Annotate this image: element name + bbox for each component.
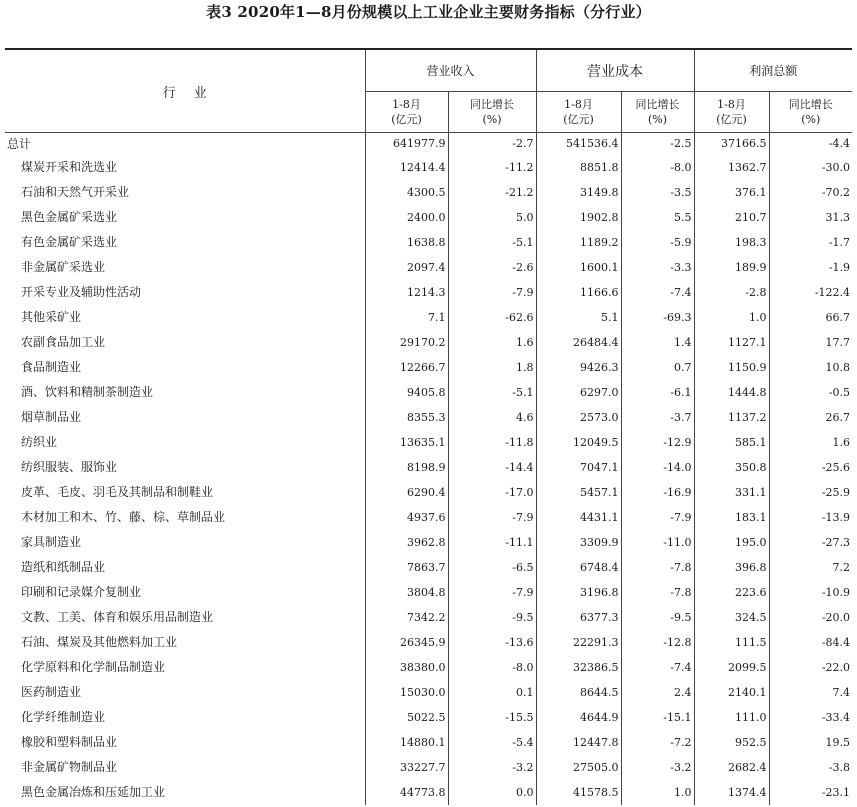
revenue-growth-cell: 5.0 (448, 205, 536, 230)
cost-amount-cell: 5457.1 (536, 480, 621, 505)
cost-growth-cell: -6.1 (621, 380, 694, 405)
cost-amount-cell: 22291.3 (536, 630, 621, 655)
revenue-amount-cell: 12414.4 (365, 155, 448, 180)
table-row (5, 405, 852, 430)
cost-growth-cell: -8.0 (621, 155, 694, 180)
revenue-amount-cell: 7342.2 (365, 605, 448, 630)
profit-amount-cell: 195.0 (694, 530, 769, 555)
profit-amount-cell: 1.0 (694, 305, 769, 330)
industry-name-cell: 家具制造业 (21, 535, 82, 549)
table-row (5, 630, 852, 655)
profit-amount-cell: 376.1 (694, 180, 769, 205)
revenue-growth-cell: -14.4 (448, 455, 536, 480)
revenue-growth-cell: -13.6 (448, 630, 536, 655)
revenue-amount-header: 1-8月 (亿元) (365, 92, 448, 133)
profit-growth-cell: 1.6 (769, 430, 852, 455)
table-row (5, 430, 852, 455)
table-row (5, 530, 852, 555)
profit-growth-cell: -20.0 (769, 605, 852, 630)
revenue-amount-cell: 15030.0 (365, 680, 448, 705)
cost-amount-cell: 8644.5 (536, 680, 621, 705)
profit-growth-cell: -4.4 (769, 133, 852, 156)
revenue-amount-cell: 38380.0 (365, 655, 448, 680)
industry-name-cell: 有色金属矿采选业 (21, 235, 118, 249)
revenue-growth-cell: 0.0 (448, 780, 536, 805)
cost-amount-cell: 3149.8 (536, 180, 621, 205)
industry-name-cell: 食品制造业 (21, 360, 82, 374)
profit-growth-cell: 10.8 (769, 355, 852, 380)
industry-name-cell: 医药制造业 (21, 685, 82, 699)
table-row (5, 480, 852, 505)
revenue-amount-cell: 12266.7 (365, 355, 448, 380)
profit-growth-cell: -70.2 (769, 180, 852, 205)
cost-growth-cell: 1.0 (621, 780, 694, 805)
profit-amount-cell: 210.7 (694, 205, 769, 230)
industry-name-cell: 印刷和记录媒介复制业 (21, 585, 142, 599)
industry-name-cell: 文教、工美、体育和娱乐用品制造业 (21, 610, 214, 624)
revenue-amount-cell: 3962.8 (365, 530, 448, 555)
cost-growth-cell: -9.5 (621, 605, 694, 630)
cost-growth-cell: -5.9 (621, 230, 694, 255)
cost-growth-cell: 0.7 (621, 355, 694, 380)
cost-growth-cell: -14.0 (621, 455, 694, 480)
cost-amount-cell: 7047.1 (536, 455, 621, 480)
cost-amount-cell: 9426.3 (536, 355, 621, 380)
cost-amount-cell: 1902.8 (536, 205, 621, 230)
industry-name-cell: 造纸和纸制品业 (21, 560, 106, 574)
industry-name-cell: 其他采矿业 (21, 310, 82, 324)
table-row (5, 605, 852, 630)
profit-growth-cell: -1.9 (769, 255, 852, 280)
table-row (5, 780, 852, 805)
profit-amount-cell: 223.6 (694, 580, 769, 605)
profit-growth-cell: -3.8 (769, 755, 852, 780)
revenue-amount-cell: 33227.7 (365, 755, 448, 780)
table-row (5, 380, 852, 405)
cost-amount-header: 1-8月 (亿元) (536, 92, 621, 133)
industry-name-cell: 橡胶和塑料制品业 (21, 735, 118, 749)
cost-amount-cell: 12447.8 (536, 730, 621, 755)
revenue-growth-cell: 0.1 (448, 680, 536, 705)
profit-amount-cell: 189.9 (694, 255, 769, 280)
revenue-amount-cell: 4937.6 (365, 505, 448, 530)
table-row (5, 555, 852, 580)
cost-growth-cell: -15.1 (621, 705, 694, 730)
profit-amount-cell: 1374.4 (694, 780, 769, 805)
profit-amount-cell: 1127.1 (694, 330, 769, 355)
cost-amount-cell: 4644.9 (536, 705, 621, 730)
profit-growth-cell: -27.3 (769, 530, 852, 555)
profit-amount-cell: 2682.4 (694, 755, 769, 780)
revenue-amount-cell: 9405.8 (365, 380, 448, 405)
revenue-growth-cell: -11.8 (448, 430, 536, 455)
revenue-growth-cell: -5.1 (448, 380, 536, 405)
profit-growth-cell: -10.9 (769, 580, 852, 605)
cost-growth-cell: -7.4 (621, 280, 694, 305)
cost-group-header: 营业成本 (536, 49, 694, 92)
revenue-growth-cell: 1.8 (448, 355, 536, 380)
cost-amount-cell: 6297.0 (536, 380, 621, 405)
table-row (5, 155, 852, 180)
profit-growth-cell: -30.0 (769, 155, 852, 180)
table-row (5, 655, 852, 680)
table-row (5, 730, 852, 755)
revenue-growth-cell: -7.9 (448, 505, 536, 530)
profit-amount-cell: 37166.5 (694, 133, 769, 156)
cost-growth-cell: 1.4 (621, 330, 694, 355)
revenue-growth-header: 同比增长 (%) (448, 92, 536, 133)
profit-growth-cell: -13.9 (769, 505, 852, 530)
revenue-amount-cell: 14880.1 (365, 730, 448, 755)
revenue-amount-cell: 641977.9 (365, 133, 448, 156)
profit-amount-cell: 324.5 (694, 605, 769, 630)
cost-amount-cell: 4431.1 (536, 505, 621, 530)
cost-amount-cell: 26484.4 (536, 330, 621, 355)
profit-growth-cell: -22.0 (769, 655, 852, 680)
profit-growth-cell: -33.4 (769, 705, 852, 730)
industry-name-cell: 非金属矿采选业 (21, 260, 106, 274)
profit-amount-cell: 1137.2 (694, 405, 769, 430)
revenue-amount-cell: 6290.4 (365, 480, 448, 505)
revenue-growth-cell: -62.6 (448, 305, 536, 330)
profit-growth-header: 同比增长 (%) (769, 92, 852, 133)
industry-name-cell: 木材加工和木、竹、藤、棕、草制品业 (21, 510, 226, 524)
page-title: 表3 2020年1—8月份规模以上工业企业主要财务指标（分行业） (206, 3, 651, 21)
profit-growth-cell: -23.1 (769, 780, 852, 805)
industry-column-header: 行业 (5, 49, 365, 133)
revenue-growth-cell: -7.9 (448, 280, 536, 305)
revenue-growth-cell: -5.1 (448, 230, 536, 255)
revenue-growth-cell: 4.6 (448, 405, 536, 430)
revenue-amount-cell: 2400.0 (365, 205, 448, 230)
industry-name-cell: 化学原料和化学制品制造业 (21, 660, 166, 674)
table-row (5, 280, 852, 305)
table-row (5, 505, 852, 530)
table-body (5, 133, 852, 806)
cost-amount-cell: 8851.8 (536, 155, 621, 180)
revenue-growth-cell: -15.5 (448, 705, 536, 730)
table-row (5, 205, 852, 230)
industry-name-cell: 农副食品加工业 (21, 335, 106, 349)
industry-name-cell: 非金属矿物制品业 (21, 760, 118, 774)
industry-name-cell: 石油和天然气开采业 (21, 185, 130, 199)
cost-amount-cell: 6748.4 (536, 555, 621, 580)
revenue-growth-cell: -6.5 (448, 555, 536, 580)
profit-amount-cell: 1150.9 (694, 355, 769, 380)
table-row (5, 755, 852, 780)
profit-amount-cell: 331.1 (694, 480, 769, 505)
revenue-amount-cell: 8355.3 (365, 405, 448, 430)
industry-name-cell: 黑色金属冶炼和压延加工业 (21, 785, 166, 799)
cost-growth-cell: -2.5 (621, 133, 694, 156)
cost-growth-header: 同比增长 (%) (621, 92, 694, 133)
cost-amount-cell: 6377.3 (536, 605, 621, 630)
table-row (5, 705, 852, 730)
revenue-growth-cell: -11.1 (448, 530, 536, 555)
cost-growth-cell: -3.3 (621, 255, 694, 280)
table-row (5, 255, 852, 280)
cost-amount-cell: 1166.6 (536, 280, 621, 305)
cost-amount-cell: 27505.0 (536, 755, 621, 780)
table-row (5, 330, 852, 355)
profit-group-header: 利润总额 (694, 49, 852, 92)
cost-growth-cell: -12.9 (621, 430, 694, 455)
profit-amount-header: 1-8月 (亿元) (694, 92, 769, 133)
profit-amount-cell: 350.8 (694, 455, 769, 480)
profit-growth-cell: -122.4 (769, 280, 852, 305)
industry-name-cell: 黑色金属矿采选业 (21, 210, 118, 224)
cost-growth-cell: -3.2 (621, 755, 694, 780)
revenue-growth-cell: -11.2 (448, 155, 536, 180)
cost-amount-cell: 3309.9 (536, 530, 621, 555)
cost-growth-cell: -3.5 (621, 180, 694, 205)
profit-growth-cell: -1.7 (769, 230, 852, 255)
industry-name-cell: 皮革、毛皮、羽毛及其制品和制鞋业 (21, 485, 214, 499)
profit-growth-cell: -0.5 (769, 380, 852, 405)
profit-growth-cell: -25.9 (769, 480, 852, 505)
industry-name-cell: 化学纤维制造业 (21, 710, 106, 724)
table-row (5, 355, 852, 380)
industry-name-cell: 石油、煤炭及其他燃料加工业 (21, 635, 178, 649)
profit-growth-cell: 7.2 (769, 555, 852, 580)
profit-growth-cell: 66.7 (769, 305, 852, 330)
revenue-growth-cell: -3.2 (448, 755, 536, 780)
table-row (5, 180, 852, 205)
industry-name-cell: 纺织业 (21, 435, 58, 449)
cost-growth-cell: -7.4 (621, 655, 694, 680)
table-row (5, 230, 852, 255)
revenue-growth-cell: 1.6 (448, 330, 536, 355)
table-row (5, 455, 852, 480)
cost-amount-cell: 32386.5 (536, 655, 621, 680)
cost-amount-cell: 3196.8 (536, 580, 621, 605)
revenue-amount-cell: 2097.4 (365, 255, 448, 280)
revenue-growth-cell: -7.9 (448, 580, 536, 605)
revenue-growth-cell: -9.5 (448, 605, 536, 630)
profit-growth-cell: 26.7 (769, 405, 852, 430)
cost-amount-cell: 541536.4 (536, 133, 621, 156)
cost-amount-cell: 2573.0 (536, 405, 621, 430)
profit-growth-cell: 31.3 (769, 205, 852, 230)
cost-amount-cell: 12049.5 (536, 430, 621, 455)
revenue-amount-cell: 1638.8 (365, 230, 448, 255)
profit-growth-cell: 17.7 (769, 330, 852, 355)
cost-growth-cell: -7.8 (621, 580, 694, 605)
revenue-amount-cell: 8198.9 (365, 455, 448, 480)
profit-amount-cell: 1362.7 (694, 155, 769, 180)
cost-growth-cell: -69.3 (621, 305, 694, 330)
industry-name-cell: 总计 (7, 137, 32, 151)
revenue-amount-cell: 7.1 (365, 305, 448, 330)
revenue-growth-cell: -17.0 (448, 480, 536, 505)
profit-amount-cell: 2099.5 (694, 655, 769, 680)
profit-growth-cell: -84.4 (769, 630, 852, 655)
cost-amount-cell: 1600.1 (536, 255, 621, 280)
cost-growth-cell: 5.5 (621, 205, 694, 230)
table-row (5, 305, 852, 330)
industry-name-cell: 酒、饮料和精制茶制造业 (21, 385, 154, 399)
revenue-amount-cell: 1214.3 (365, 280, 448, 305)
profit-amount-cell: 585.1 (694, 430, 769, 455)
industry-name-cell: 纺织服装、服饰业 (21, 460, 118, 474)
revenue-amount-cell: 5022.5 (365, 705, 448, 730)
profit-amount-cell: 111.5 (694, 630, 769, 655)
revenue-growth-cell: -8.0 (448, 655, 536, 680)
profit-growth-cell: -25.6 (769, 455, 852, 480)
profit-amount-cell: 396.8 (694, 555, 769, 580)
profit-amount-cell: -2.8 (694, 280, 769, 305)
cost-amount-cell: 41578.5 (536, 780, 621, 805)
revenue-amount-cell: 44773.8 (365, 780, 448, 805)
profit-amount-cell: 183.1 (694, 505, 769, 530)
revenue-amount-cell: 29170.2 (365, 330, 448, 355)
revenue-amount-cell: 13635.1 (365, 430, 448, 455)
table-row (5, 680, 852, 705)
table-row (5, 580, 852, 605)
profit-growth-cell: 7.4 (769, 680, 852, 705)
revenue-amount-cell: 7863.7 (365, 555, 448, 580)
cost-growth-cell: -7.2 (621, 730, 694, 755)
revenue-amount-cell: 26345.9 (365, 630, 448, 655)
cost-growth-cell: -12.8 (621, 630, 694, 655)
industry-name-cell: 煤炭开采和洗选业 (21, 160, 118, 174)
revenue-amount-cell: 3804.8 (365, 580, 448, 605)
cost-growth-cell: -7.9 (621, 505, 694, 530)
table-header (5, 49, 852, 133)
profit-amount-cell: 1444.8 (694, 380, 769, 405)
industry-name-cell: 开采专业及辅助性活动 (21, 285, 142, 299)
cost-growth-cell: 2.4 (621, 680, 694, 705)
financial-indicators-table (5, 48, 852, 805)
cost-growth-cell: -16.9 (621, 480, 694, 505)
cost-growth-cell: -11.0 (621, 530, 694, 555)
cost-amount-cell: 5.1 (536, 305, 621, 330)
profit-amount-cell: 952.5 (694, 730, 769, 755)
profit-growth-cell: 19.5 (769, 730, 852, 755)
cost-growth-cell: -3.7 (621, 405, 694, 430)
table-row (5, 133, 852, 156)
cost-growth-cell: -7.8 (621, 555, 694, 580)
revenue-group-header: 营业收入 (365, 49, 536, 92)
revenue-growth-cell: -21.2 (448, 180, 536, 205)
profit-amount-cell: 111.0 (694, 705, 769, 730)
revenue-growth-cell: -5.4 (448, 730, 536, 755)
revenue-growth-cell: -2.6 (448, 255, 536, 280)
industry-name-cell: 烟草制品业 (21, 410, 82, 424)
profit-amount-cell: 198.3 (694, 230, 769, 255)
cost-amount-cell: 1189.2 (536, 230, 621, 255)
revenue-growth-cell: -2.7 (448, 133, 536, 156)
revenue-amount-cell: 4300.5 (365, 180, 448, 205)
profit-amount-cell: 2140.1 (694, 680, 769, 705)
